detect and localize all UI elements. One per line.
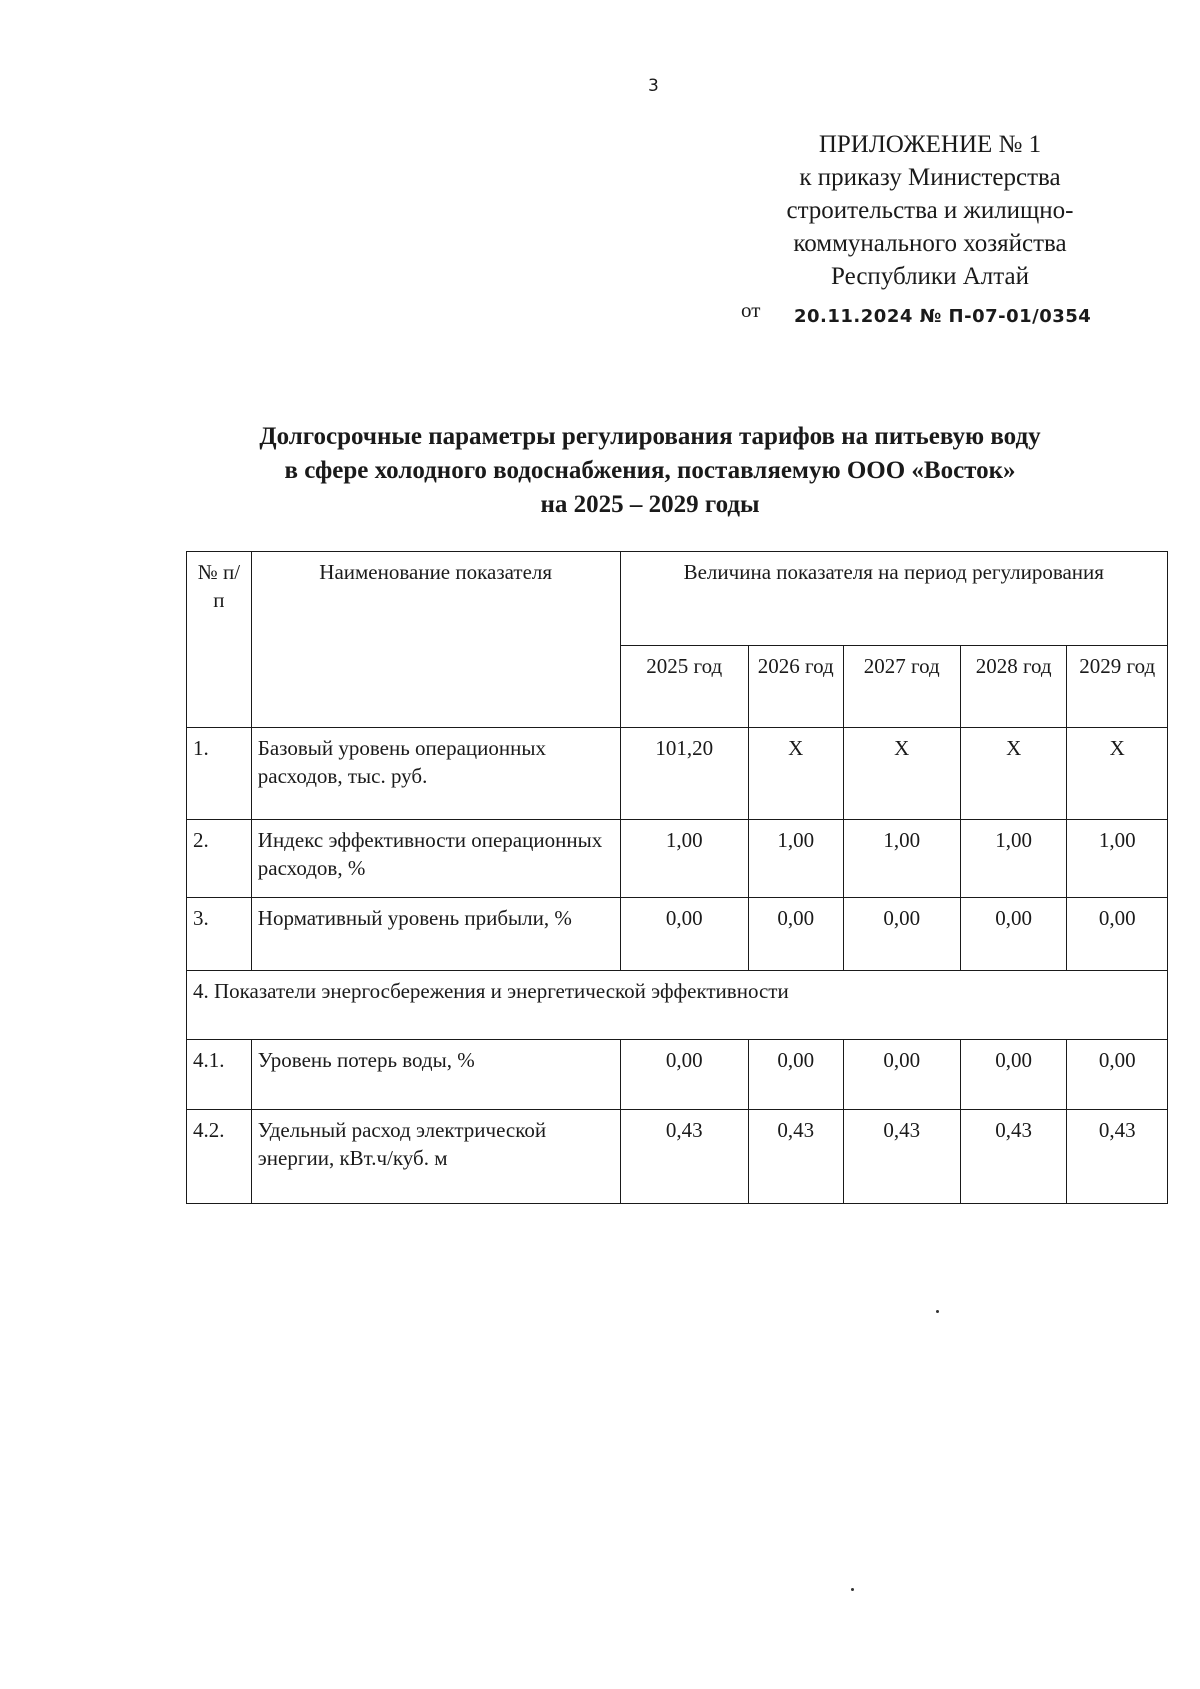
row-value: 101,20 [620, 728, 748, 820]
row-number: 4.1. [187, 1040, 252, 1110]
row-value: 1,00 [748, 820, 843, 898]
row-number: 1. [187, 728, 252, 820]
row-value: 0,43 [843, 1110, 960, 1204]
row-name: Базовый уровень операционных расходов, тыс. руб. [251, 728, 620, 820]
row-value: 0,00 [960, 1040, 1066, 1110]
parameters-table [186, 551, 1168, 1204]
row-value: 0,43 [748, 1110, 843, 1204]
appendix-line: Республики Алтай [831, 263, 1029, 290]
appendix-block [760, 128, 1100, 293]
table-section-row [187, 971, 1168, 1040]
from-label: от [741, 298, 761, 322]
appendix-line: коммунального хозяйства [793, 230, 1067, 257]
row-value: 1,00 [1067, 820, 1168, 898]
row-value: 0,00 [843, 1040, 960, 1110]
appendix-line: к приказу Министерства [799, 164, 1061, 191]
table-row [187, 820, 1168, 898]
row-name: Нормативный уровень прибыли, % [251, 898, 620, 971]
table-row [187, 728, 1168, 820]
row-value: 1,00 [960, 820, 1066, 898]
row-value: 0,43 [960, 1110, 1066, 1204]
table-header-row [187, 552, 1168, 646]
row-value: Х [1067, 728, 1168, 820]
row-value: 0,00 [748, 1040, 843, 1110]
title-line: Долгосрочные параметры регулирования тарифов на питьевую воду [259, 423, 1041, 450]
row-value: 0,00 [748, 898, 843, 971]
row-value: Х [843, 728, 960, 820]
document-title [180, 420, 1120, 522]
row-value: 0,00 [960, 898, 1066, 971]
order-stamp: 20.11.2024 № П-07-01/0354 [794, 306, 1092, 327]
header-year: 2026 год [748, 646, 843, 728]
row-number: 2. [187, 820, 252, 898]
row-value: 0,00 [843, 898, 960, 971]
row-value: 1,00 [620, 820, 748, 898]
row-name: Индекс эффективности операционных расходов, % [251, 820, 620, 898]
row-name: Уровень потерь воды, % [251, 1040, 620, 1110]
row-number: 3. [187, 898, 252, 971]
header-name: Наименование показателя [251, 552, 620, 728]
table-row [187, 1110, 1168, 1204]
page-number: 3 [648, 76, 659, 96]
row-value: 0,43 [620, 1110, 748, 1204]
header-year: 2028 год [960, 646, 1066, 728]
header-year: 2027 год [843, 646, 960, 728]
row-value: 1,00 [843, 820, 960, 898]
row-name: Удельный расход электрической энергии, кВт.ч/куб. м [251, 1110, 620, 1204]
row-value: Х [960, 728, 1066, 820]
header-period: Величина показателя на период регулирования [620, 552, 1167, 646]
header-year: 2029 год [1067, 646, 1168, 728]
scan-speck [936, 1310, 939, 1313]
row-value: 0,00 [620, 898, 748, 971]
row-value: 0,00 [1067, 1040, 1168, 1110]
row-value: 0,00 [620, 1040, 748, 1110]
scan-speck [851, 1588, 854, 1591]
row-value: 0,43 [1067, 1110, 1168, 1204]
appendix-title: ПРИЛОЖЕНИЕ № 1 [818, 131, 1042, 158]
table-row [187, 898, 1168, 971]
title-line: в сфере холодного водоснабжения, поставляемую ООО «Восток» [284, 457, 1016, 484]
table-row [187, 1040, 1168, 1110]
section-heading: 4. Показатели энергосбережения и энергетической эффективности [187, 971, 1168, 1040]
appendix-line: строительства и жилищно- [786, 197, 1074, 224]
header-year: 2025 год [620, 646, 748, 728]
row-value: Х [748, 728, 843, 820]
order-reference [741, 298, 1092, 327]
row-value: 0,00 [1067, 898, 1168, 971]
title-line: на 2025 – 2029 годы [540, 491, 760, 518]
header-num: № п/п [187, 552, 252, 728]
row-number: 4.2. [187, 1110, 252, 1204]
